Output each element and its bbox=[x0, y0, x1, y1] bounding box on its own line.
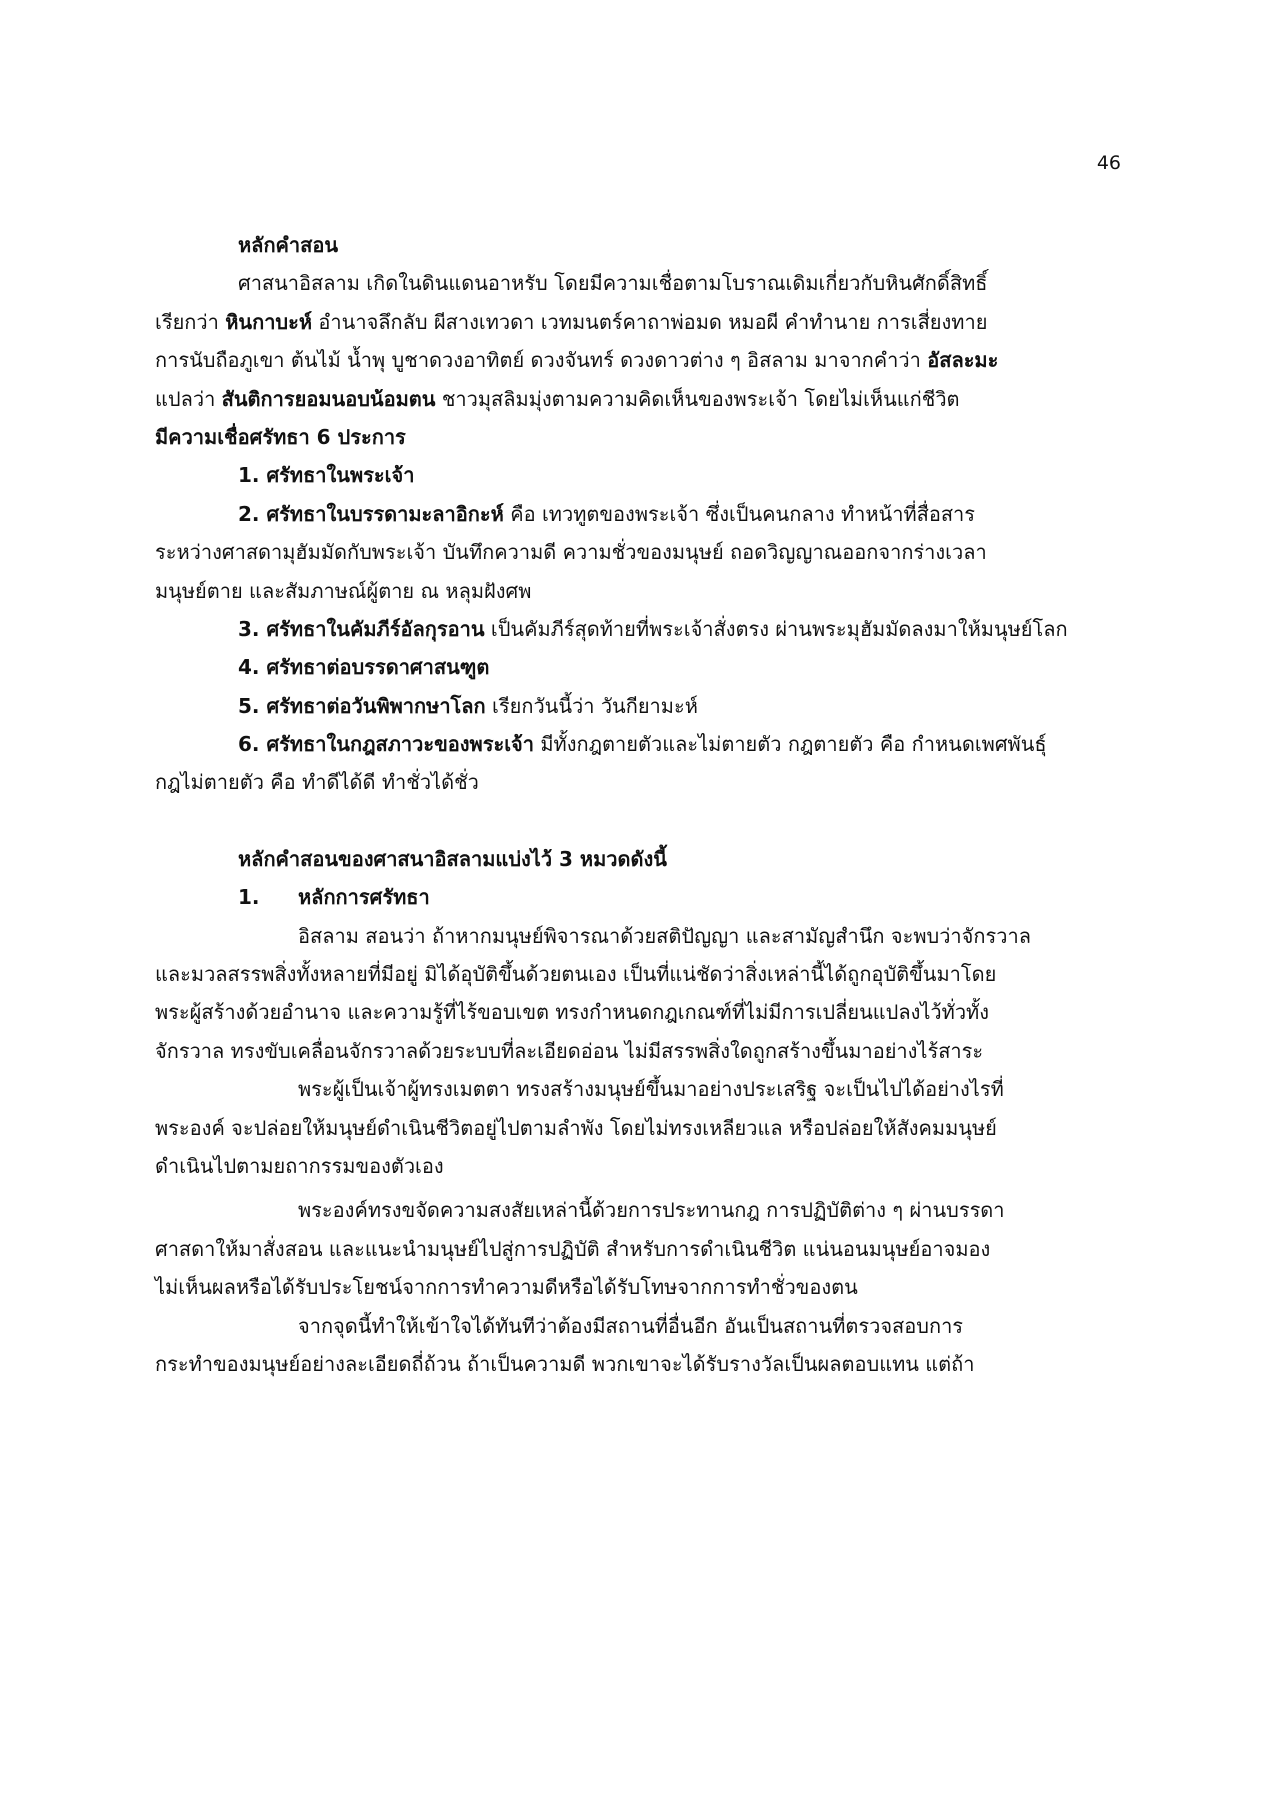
subsection-number: 1. bbox=[238, 885, 260, 910]
page-number: 46 bbox=[1096, 152, 1121, 174]
paragraph-1-line: พระผู้สร้างด้วยอำนาจ และความรู้ที่ไร้ขอบเขต ทรงกำหนดกฎเกณฑ์ที่ไม่มีการเปลี่ยนแปลงไว้ทั่วทั้ง bbox=[155, 1000, 990, 1025]
belief-item-label: 2. ศรัทธาในบรรดามะลาอิกะห์ bbox=[238, 501, 504, 526]
belief-item-2-line-2: ระหว่างศาสดามุฮัมมัดกับพระเจ้า บันทึกความดี ความชั่วของมนุษย์ ถอดวิญญาณออกจากร่างเวลา bbox=[155, 540, 987, 565]
belief-item-text: เป็นคัมภีร์สุดท้ายที่พระเจ้าสั่งตรง ผ่านพระมุฮัมมัดลงมาให้มนุษย์โลก bbox=[490, 616, 1068, 641]
intro-line-4 bbox=[155, 380, 1128, 418]
belief-item-1: 1. ศรัทธาในพระเจ้า bbox=[238, 463, 415, 488]
intro-text: ชาวมุสลิมมุ่งตามความคิดเห็นของพระเจ้า โดยไม่เห็นแก่ชีวิต bbox=[441, 386, 960, 411]
intro-text: เรียกว่า bbox=[155, 309, 219, 334]
belief-item-label: 6. ศรัทธาในกฎสภาวะของพระเจ้า bbox=[238, 732, 535, 757]
belief-item-text: คือ เทวทูตของพระเจ้า ซึ่งเป็นคนกลาง ทำหน้าที่สื่อสาร bbox=[510, 501, 976, 526]
belief-item-2-line-3: มนุษย์ตาย และสัมภาษณ์ผู้ตาย ณ หลุมฝังศพ bbox=[155, 578, 532, 603]
section-title: หลักคำสอน bbox=[238, 233, 339, 257]
intro-line-2 bbox=[155, 303, 1128, 341]
paragraph-4-line: กระทำของมนุษย์อย่างละเอียดถี่ถ้วน ถ้าเป็นความดี พวกเขาจะได้รับรางวัลเป็นผลตอบแทน แต่ถ้า bbox=[155, 1351, 975, 1376]
belief-item-text: มีทั้งกฎตายตัวและไม่ตายตัว กฎตายตัว คือ กำหนดเพศพันธุ์ bbox=[540, 732, 1047, 757]
intro-line-1: ศาสนาอิสลาม เกิดในดินแดนอาหรับ โดยมีความเชื่อตามโบราณเดิมเกี่ยวกับหินศักดิ์สิทธิ์ bbox=[238, 271, 988, 296]
belief-item-5 bbox=[155, 687, 1128, 725]
paragraph-4-line: จากจุดนี้ทำให้เข้าใจได้ทันทีว่าต้องมีสถานที่อื่นอีก อันเป็นสถานที่ตรวจสอบการ bbox=[298, 1313, 964, 1338]
belief-item-label: 5. ศรัทธาต่อวันพิพากษาโลก bbox=[238, 693, 486, 718]
paragraph-3-line: ศาสดาให้มาสั่งสอน และแนะนำมนุษย์ไปสู่การปฏิบัติ สำหรับการดำเนินชีวิต แน่นอนมนุษย์อาจมอง bbox=[155, 1236, 991, 1261]
intro-line-3 bbox=[155, 341, 1128, 379]
intro-bold-term: สันติการยอมนอบน้อมตน bbox=[221, 386, 436, 411]
paragraph-2-line: พระองค์ จะปล่อยให้มนุษย์ดำเนินชีวิตอยู่ไปตามลำพัง โดยไม่ทรงเหลียวแล หรือปล่อยให้สังคมมนุษย์ bbox=[155, 1115, 997, 1140]
beliefs-heading: มีความเชื่อศรัทธา 6 ประการ bbox=[155, 424, 406, 449]
document-body bbox=[155, 226, 1128, 1383]
section-spacer bbox=[155, 802, 1128, 840]
paragraph-1-line: และมวลสรรพสิ่งทั้งหลายที่มีอยู่ มิได้อุบัติขึ้นด้วยตนเอง เป็นที่แน่ชัดว่าสิ่งเหล่านี้ได้ถูกอุบัติขึ้นมาโดย bbox=[155, 962, 997, 987]
intro-bold-term: อัสละมะ bbox=[927, 348, 999, 373]
paragraph-1-line: อิสลาม สอนว่า ถ้าหากมนุษย์พิจารณาด้วยสติปัญญา และสามัญสำนึก จะพบว่าจักรวาล bbox=[298, 923, 1031, 948]
belief-item-2 bbox=[155, 495, 1128, 533]
intro-text: อำนาจลึกลับ ผีสางเทวดา เวทมนตร์คาถาพ่อมด หมอผี คำทำนาย การเสี่ยงทาย bbox=[318, 309, 988, 334]
intro-text: แปลว่า bbox=[155, 386, 216, 411]
paragraph-3-line: พระองค์ทรงขจัดความสงสัยเหล่านี้ด้วยการประทานกฎ การปฏิบัติต่าง ๆ ผ่านบรรดา bbox=[298, 1198, 1005, 1223]
belief-item-6-line-2: กฎไม่ตายตัว คือ ทำดีได้ดี ทำชั่วได้ชั่ว bbox=[155, 770, 479, 795]
intro-bold-term: หินกาบะห์ bbox=[225, 309, 313, 334]
belief-item-3 bbox=[155, 610, 1128, 648]
belief-item-label: 3. ศรัทธาในคัมภีร์อัลกุรอาน bbox=[238, 616, 485, 641]
belief-item-6 bbox=[155, 725, 1128, 763]
paragraph-3-line: ไม่เห็นผลหรือได้รับประโยชน์จากการทำความดีหรือได้รับโทษจากการทำชั่วของตน bbox=[155, 1275, 858, 1300]
paragraph-2-line: ดำเนินไปตามยถากรรมของตัวเอง bbox=[155, 1153, 444, 1178]
subsection-title: หลักการศรัทธา bbox=[298, 885, 430, 910]
intro-text: การนับถือภูเขา ต้นไม้ น้ำพุ บูชาดวงอาทิตย์ ดวงจันทร์ ดวงดาวต่าง ๆ อิสลาม มาจากคำว่า bbox=[155, 348, 921, 373]
section-2-title: หลักคำสอนของศาสนาอิสลามแบ่งไว้ 3 หมวดดังนี้ bbox=[238, 846, 667, 871]
belief-item-4: 4. ศรัทธาต่อบรรดาศาสนฑูต bbox=[238, 655, 490, 680]
paragraph-2-line: พระผู้เป็นเจ้าผู้ทรงเมตตา ทรงสร้างมนุษย์ขึ้นมาอย่างประเสริฐ จะเป็นไปได้อย่างไรที่ bbox=[298, 1077, 1004, 1102]
subsection-heading bbox=[155, 878, 1128, 916]
paragraph-1-line: จักรวาล ทรงขับเคลื่อนจักรวาลด้วยระบบที่ละเอียดอ่อน ไม่มีสรรพสิ่งใดถูกสร้างขึ้นมาอย่างไร้สาระ bbox=[155, 1038, 984, 1063]
belief-item-text: เรียกวันนี้ว่า วันกียามะห์ bbox=[492, 693, 698, 718]
